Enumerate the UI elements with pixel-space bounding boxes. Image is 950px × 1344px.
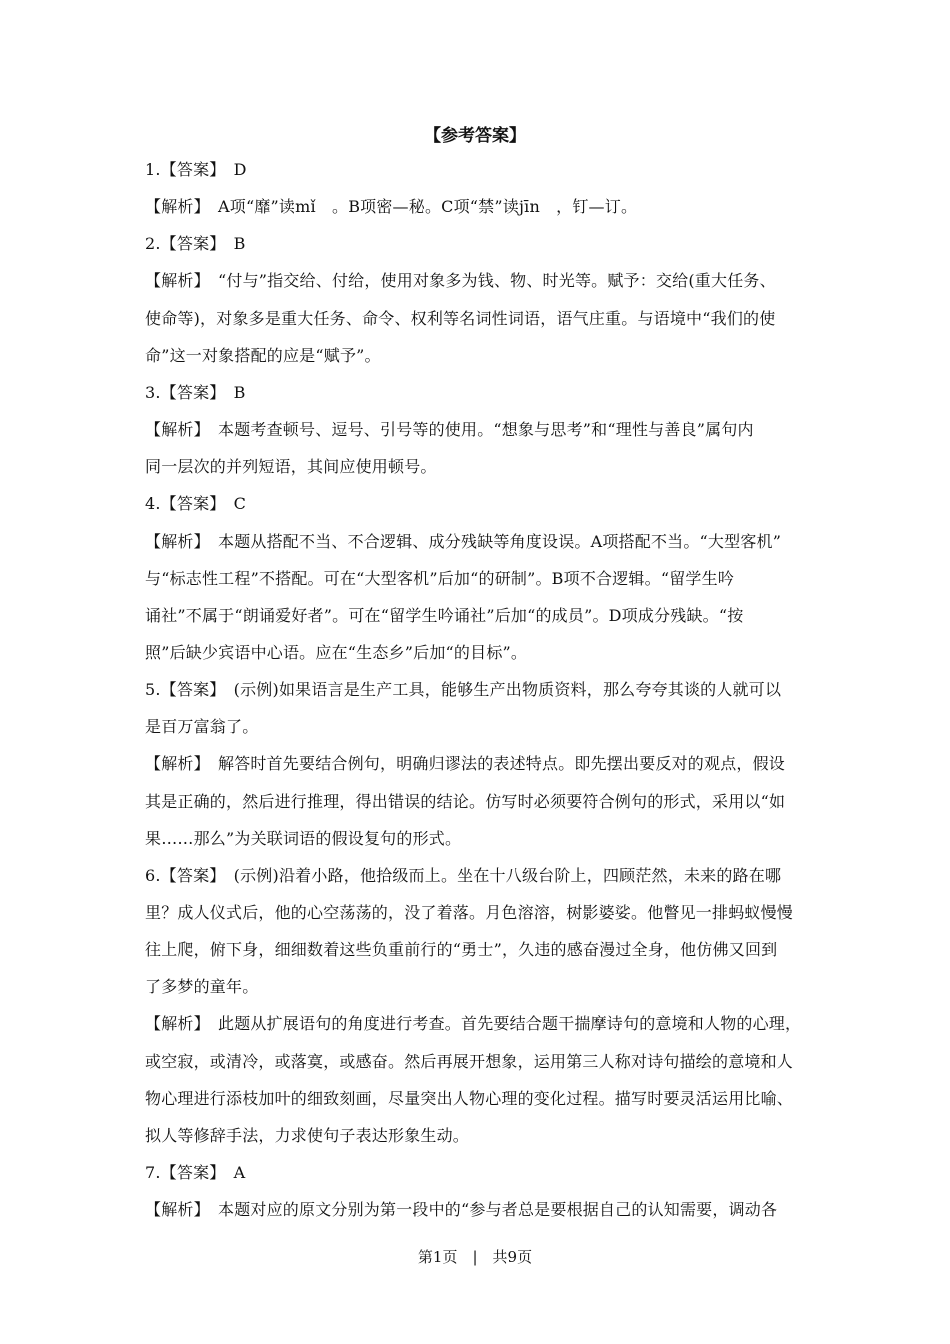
- text-line: 【解析】 本题从搭配不当、不合逻辑、成分残缺等角度设误。A项搭配不当。“大型客机”: [145, 532, 782, 551]
- text-line: 【解析】 此题从扩展语句的角度进行考查。首先要结合题干揣摩诗句的意境和人物的心理，: [145, 1014, 802, 1033]
- text-line: 拟人等修辞手法，力求使句子表达形象生动。: [145, 1126, 470, 1145]
- text-line: 与“标志性工程”不搭配。可在“大型客机”后加“的研制”。B项不合逻辑。“留学生吟: [145, 569, 735, 588]
- text-line: 4.【答案】 C: [145, 494, 247, 513]
- text-line: 果……那么”为关联词语的假设复句的形式。: [145, 829, 462, 848]
- text-line: 或空寂，或清冷，或落寞，或感奋。然后再展开想象，运用第三人称对诗句描绘的意境和人: [145, 1052, 794, 1071]
- text-line: 5.【答案】 (示例)如果语言是生产工具，能够生产出物质资料，那么夸夸其谈的人就可以: [145, 680, 782, 699]
- text-line: 【解析】 A项“靡”读mǐ 。B项密—秘。C项“禁”读jīn ，钉—订。: [145, 197, 638, 216]
- text-line: 使命等)，对象多是重大任务、命令、权利等名词性词语，语气庄重。与语境中“我们的使: [145, 309, 776, 328]
- text-line: 物心理进行添枝加叶的细致刻画，尽量突出人物心理的变化过程。描写时要灵活运用比喻、: [145, 1089, 794, 1108]
- text-line: 其是正确的，然后进行推理，得出错误的结论。仿写时必须要符合例句的形式，采用以“如: [145, 792, 786, 811]
- page-footer: 第1页 | 共9页: [417, 1248, 533, 1266]
- text-line: 3.【答案】 B: [145, 383, 246, 402]
- text-line: 诵社”不属于“朗诵爱好者”。可在“留学生吟诵社”后加“的成员”。D项成分残缺。“按: [145, 606, 744, 625]
- text-line: 是百万富翁了。: [145, 717, 259, 736]
- text-line: 了多梦的童年。: [145, 977, 259, 996]
- text-line: 6.【答案】 (示例)沿着小路，他拾级而上。坐在十八级台阶上，四顾茫然，未来的路在哪: [145, 866, 782, 885]
- text-line: 2.【答案】 B: [145, 234, 246, 253]
- page-title: 【参考答案】: [424, 126, 526, 146]
- text-line: 【解析】 “付与”指交给、付给，使用对象多为钱、物、时光等。赋予：交给(重大任务、: [145, 271, 776, 290]
- text-line: 【解析】 解答时首先要结合例句，明确归谬法的表述特点。即先摆出要反对的观点，假设: [145, 754, 786, 773]
- text-line: 7.【答案】 A: [145, 1163, 246, 1182]
- text-line: 往上爬，俯下身，细细数着这些负重前行的“勇士”，久违的感奋漫过全身，他仿佛又回到: [145, 940, 778, 959]
- text-line: 【解析】 本题考查顿号、逗号、引号等的使用。“想象与思考”和“理性与善良”属句内: [145, 420, 754, 439]
- text-line: 同一层次的并列短语，其间应使用顿号。: [145, 457, 437, 476]
- text-line: 1.【答案】 D: [145, 160, 247, 179]
- text-line: 照”后缺少宾语中心语。应在“生态乡”后加“的目标”。: [145, 643, 528, 662]
- text-line: 【解析】 本题对应的原文分别为第一段中的“参与者总是要根据自己的认知需要，调动各: [145, 1200, 778, 1219]
- text-line: 里？成人仪式后，他的心空荡荡的，没了着落。月色溶溶，树影婆娑。他瞥见一排蚂蚁慢慢: [145, 903, 794, 922]
- text-line: 命”这一对象搭配的应是“赋予”。: [145, 346, 381, 365]
